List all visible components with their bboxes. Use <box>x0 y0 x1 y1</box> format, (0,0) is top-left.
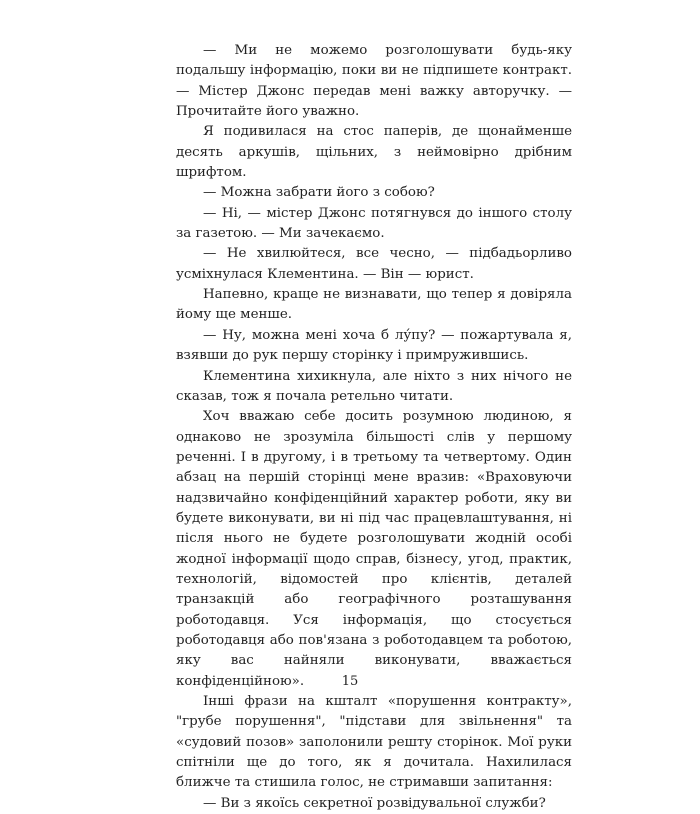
paragraph-11: — Ви з якоїсь секретної розвідувальної служби? <box>203 795 546 811</box>
paragraph-4: — Ні, — містер Джонс потягнувся до іншого столу за газетою. — Ми зачекаємо. <box>176 205 572 242</box>
paragraph-9: Хоч вважаю себе досить розумною людиною, я однаково не зрозуміла більшості слів у першому реченні. І в другому, і в третьому та четвертому. Один абзац на першій сторінці мене вразив: «Враховуючи надзвичайно конфіденційний характер роботи, яку ви будете виконувати, ви ні під час працевлаштування, ні після нього не будете розголошувати жодній особі жодної інформації щодо справ, бізнесу, угод, практик, технологій, відомостей про клієнтів, деталей транзакцій або географічного розташування роботодавця. Уся інформація, що стосується роботодавця або пов'язана з роботодавцем та роботою, яку вас найняли виконувати, вважається конфіденційною». <box>176 409 572 689</box>
paragraph-6: Напевно, краще не визнавати, що тепер я довіряла йому ще менше. <box>176 287 572 323</box>
paragraph-10: Інші фрази на кшталт «порушення контракту», "грубе порушення", "підстави для звільнення" та «судовий позов» заполонили решту сторінок. Мої руки спітніли ще до того, як я дочитала. Нахилилася ближче та стишила голос, не стримавши запитання: <box>176 694 572 791</box>
paragraph-8: Клементина хихикнула, але ніхто з них нічого не сказав, тож я почала ретельно читати. <box>176 368 572 404</box>
page-number: 15 <box>341 674 359 689</box>
paragraph-7: — Ну, можна мені хоча б лу́пу? — пожартувала я, взявши до рук першу сторінку і примружившись. <box>176 327 572 364</box>
paragraph-3: — Можна забрати його з собою? <box>203 185 435 201</box>
paragraph-2: Я подивилася на стос паперів, де щонайменше десять аркушів, щільних, з неймовірно дрібним шрифтом. <box>176 124 572 181</box>
page-body-text <box>176 41 572 814</box>
paragraph-1: — Ми не можемо розголошувати будь-яку подальшу інформацію, поки ви не підпишете контракт. — Містер Джонс передав мені важку авторучку. — Прочитайте його уважно. <box>176 43 572 120</box>
paragraph-5: — Не хвилюйтеся, все чесно, — підбадьорливо усміхнулася Клементина. — Він — юрист. <box>176 246 572 282</box>
